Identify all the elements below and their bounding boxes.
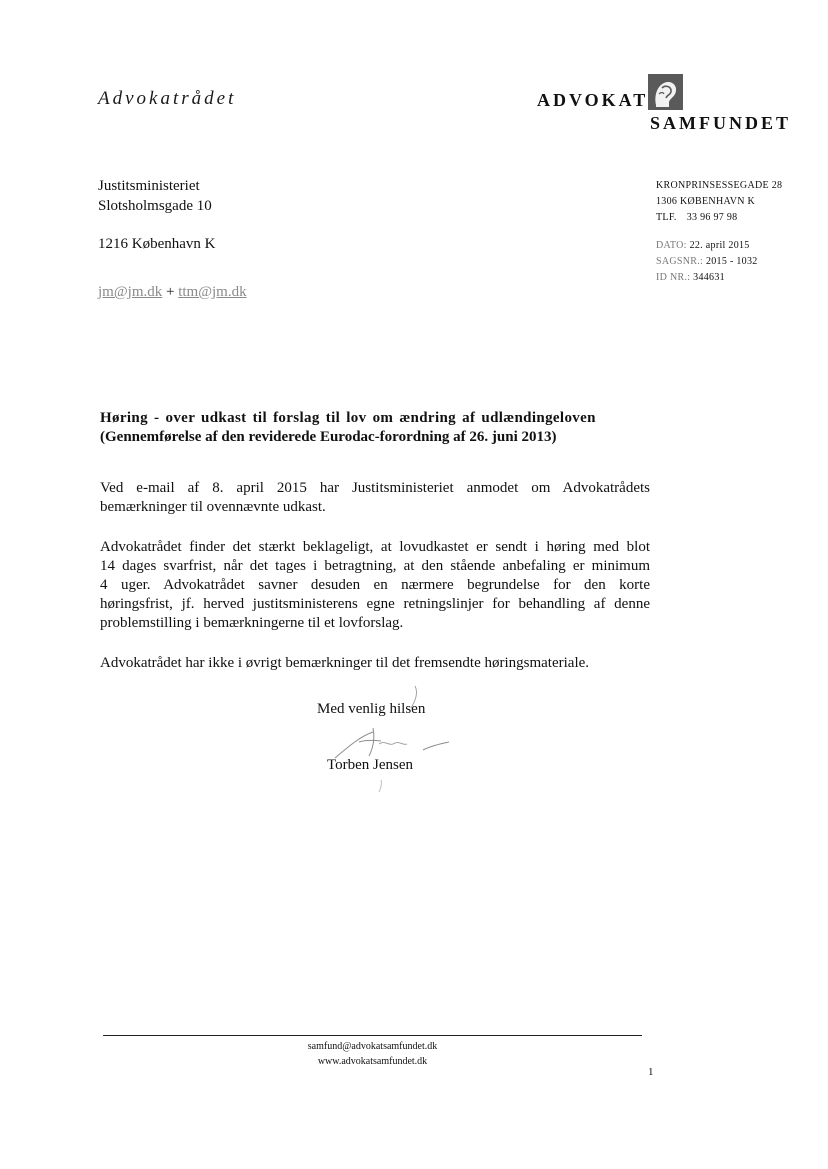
recipient-email-link-2[interactable]: ttm@jm.dk [178, 284, 247, 300]
recipient-street: Slotsholmsgade 10 [98, 198, 212, 214]
advokatsamfundet-emblem-icon [648, 74, 683, 110]
logo-wordmark-top: ADVOKAT [537, 90, 649, 110]
recipient-address [98, 176, 247, 302]
signer-name: Torben Jensen [327, 757, 414, 773]
sender-date-row [656, 238, 782, 254]
sender-case-row [656, 254, 782, 270]
sender-street: KRONPRINSESSEGADE 28 [656, 180, 783, 191]
footer-divider [103, 1035, 642, 1036]
paragraph-line: Ved e-mail af 8. april 2015 har Justitsministeriet anmodet om Advokatrådets [100, 480, 650, 496]
footer-website-link[interactable]: www.advokatsamfundet.dk [317, 1056, 428, 1067]
recipient-city: 1216 København K [98, 236, 216, 252]
logo-wordmark-bottom: SAMFUNDET [650, 113, 792, 133]
paragraph-line: høringsfrist, jf. herved justitsministerens egne retningslinjer for behandling af denne [100, 596, 650, 612]
sender-info [656, 178, 782, 286]
closing-greeting: Med venlig hilsen [317, 701, 426, 717]
body-paragraph-2 [100, 538, 650, 633]
sender-id-row [656, 270, 782, 286]
paragraph-line: Advokatrådet finder det stærkt beklageligt, at lovudkastet er sendt i høring med blot [100, 539, 650, 555]
sender-date-label: DATO: [656, 240, 687, 251]
email-separator: + [165, 284, 175, 300]
letter-body [100, 479, 650, 694]
sender-date: 22. april 2015 [689, 240, 750, 251]
letter-subject [100, 409, 650, 447]
body-paragraph-3 [100, 654, 650, 673]
paragraph-line: bemærkninger til ovennævnte udkast. [100, 499, 326, 515]
sender-id-number: 344631 [693, 272, 725, 283]
paragraph-line: problemstilling i bemærkningerne til et lovforslag. [100, 615, 404, 631]
paragraph-line: 4 uger. Advokatrådet savner desuden en nærmere begrundelse for den korte [100, 577, 650, 593]
sender-case-number: 2015 - 1032 [705, 256, 758, 267]
sender-case-label: SAGSNR.: [656, 256, 704, 267]
sender-phone-label: TLF. [656, 212, 677, 223]
paragraph-line: 14 dages svarfrist, når det tages i betragtning, at den stående anbefaling er minimum [100, 558, 650, 574]
body-paragraph-1 [100, 479, 650, 517]
recipient-emails [98, 282, 247, 302]
subject-line-1: Høring - over udkast til forslag til lov om ændring af udlændingeloven [100, 410, 596, 426]
subject-line-2: (Gennemførelse af den reviderede Eurodac-forordning af 26. juni 2013) [100, 429, 557, 445]
footer-email-link[interactable]: samfund@advokatsamfundet.dk [307, 1041, 438, 1052]
sender-city: 1306 KØBENHAVN K [656, 196, 756, 207]
paragraph-line: Advokatrådet har ikke i øvrigt bemærkninger til det fremsendte høringsmateriale. [100, 655, 590, 671]
sender-phone-row [656, 210, 782, 226]
sender-id-label: ID NR.: [656, 272, 691, 283]
council-name: Advokatrådet [98, 88, 237, 109]
sender-phone: 33 96 97 98 [686, 212, 738, 223]
recipient-name: Justitsministeriet [98, 178, 200, 194]
recipient-email-link-1[interactable]: jm@jm.dk [98, 284, 163, 300]
footer [103, 1039, 642, 1069]
page-number: 1 [648, 1066, 654, 1078]
